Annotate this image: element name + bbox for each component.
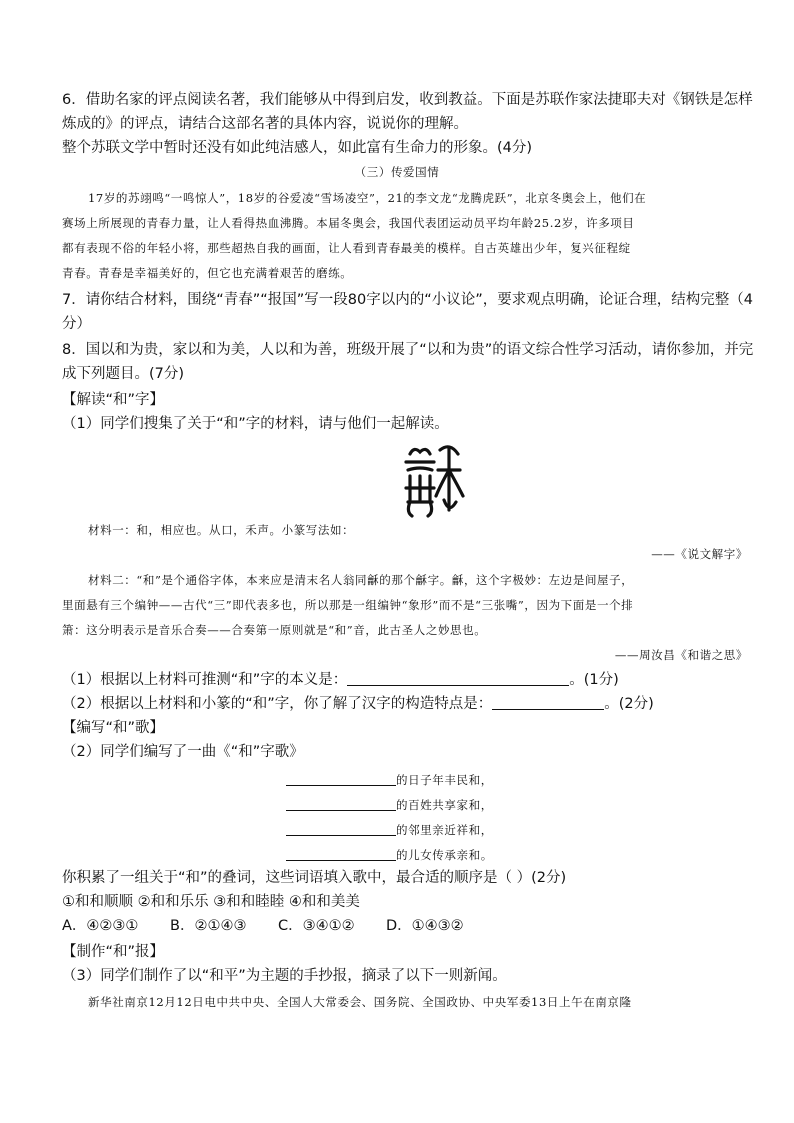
song-line bbox=[286, 795, 493, 815]
q6-line2: 炼成的》的评点，请结合这部名著的具体内容，说说你的理解。 bbox=[62, 116, 468, 132]
song-blank[interactable] bbox=[286, 796, 396, 811]
sub-question-2 bbox=[62, 694, 654, 714]
song-blank[interactable] bbox=[286, 771, 396, 786]
options-row bbox=[62, 916, 494, 936]
song-text: 的邻里亲近祥和， bbox=[396, 823, 493, 837]
option-a[interactable]: A．④②③① bbox=[62, 918, 139, 934]
song-blank[interactable] bbox=[286, 821, 396, 836]
part1-intro: （1）同学们搜集了关于“和”字的材料，请与他们一起解读。 bbox=[62, 416, 449, 432]
sub-question-1-text: （1）根据以上材料可推测“和”字的本义是： bbox=[62, 672, 348, 688]
song-text: 的儿女传承亲和。 bbox=[396, 848, 493, 862]
part2-heading: 【编写“和”歌】 bbox=[62, 720, 165, 736]
q8-line1: 8．国以和为贵，家以和为美，人以和为善，班级开展了“以和为贵”的语文综合性学习活动，请你参加，并完 bbox=[62, 342, 754, 358]
part3-heading: 【制作“和”报】 bbox=[62, 944, 165, 960]
part1-heading: 【解读“和”字】 bbox=[62, 392, 165, 408]
word-items: ①和和顺顺 ②和和乐乐 ③和和睦睦 ④和和美美 bbox=[62, 894, 360, 910]
sub-question-2-text: （2）根据以上材料和小篆的“和”字，你了解了汉字的构造特点是： bbox=[62, 696, 493, 712]
song-line bbox=[286, 845, 493, 865]
seal-script-he-character-image bbox=[400, 440, 470, 530]
song-line bbox=[286, 770, 493, 790]
option-d[interactable]: D．①④③② bbox=[386, 918, 464, 934]
material-2-source: ——周汝昌《和谐之思》 bbox=[614, 648, 748, 662]
section3-para-line: 17岁的苏翊鸣“一鸣惊人”，18岁的谷爱凌“雪场凌空”，21的李文龙“龙腾虎跃”，北京冬奥会上，他们在 bbox=[88, 191, 647, 205]
sub-question-1 bbox=[62, 670, 619, 690]
material-2-line: 箫：这分明表示是音乐合奏——合奏第一原则就是“和”音，此古圣人之妙思也。 bbox=[62, 623, 487, 637]
material-2-line: 材料二：“和”是个通俗字体，本来应是清末名人翁同龢的那个龢字。龢，这个字极妙：左边是间屋子， bbox=[88, 573, 634, 587]
song-blank[interactable] bbox=[286, 846, 396, 861]
part2-intro: （2）同学们编写了一曲《“和”字歌》 bbox=[62, 744, 304, 760]
section3-para-line: 都有表现不俗的年轻小将，那些超热自我的画面，让人看到青春最美的模样。自古英雄出少年，复兴征程绽 bbox=[62, 241, 631, 255]
section3-title: （三）传爱国情 bbox=[354, 165, 440, 179]
q7-line2: 分） bbox=[62, 316, 91, 332]
section3-para-line: 赛场上所展现的青春力量，让人看得热血沸腾。本届冬奥会，我国代表团运动员平均年龄25.2岁，许多项目 bbox=[62, 216, 635, 230]
material-2-line: 里面悬有三个编钟——古代“三”即代表多也，所以那是一组编钟“象形”而不是“三张嘴”，因为下面是一个排 bbox=[62, 598, 634, 612]
material-1: 材料一：和，相应也。从口，禾声。小篆写法如： bbox=[88, 523, 355, 537]
q6-quote: 整个苏联文学中暂时还没有如此纯洁感人，如此富有生命力的形象。(4分) bbox=[62, 140, 533, 156]
answer-blank[interactable] bbox=[347, 671, 569, 686]
sub-question-2-score: 。(2分) bbox=[604, 696, 654, 712]
q8-line2: 成下列题目。(7分) bbox=[62, 366, 185, 382]
answer-blank[interactable] bbox=[492, 695, 604, 710]
sub-question-1-score: 。(1分) bbox=[569, 672, 619, 688]
option-b[interactable]: B．②①④③ bbox=[170, 918, 247, 934]
news-line: 新华社南京12月12日电中共中央、全国人大常委会、国务院、全国政协、中央军委13日上午在南京隆 bbox=[88, 995, 632, 1009]
option-c[interactable]: C．③④①② bbox=[278, 918, 355, 934]
part2-question: 你积累了一组关于“和”的叠词，这些词语填入歌中，最合适的顺序是（ ）(2分) bbox=[62, 870, 567, 886]
material-1-source: ——《说文解字》 bbox=[651, 547, 748, 561]
section3-para-line: 青春。青春是幸福美好的，但它也充满着艰苦的磨练。 bbox=[62, 266, 353, 280]
song-text: 的百姓共享家和， bbox=[396, 798, 493, 812]
song-text: 的日子年丰民和， bbox=[396, 773, 493, 787]
song-line bbox=[286, 820, 493, 840]
q6-line1: 6．借助名家的评点阅读名著，我们能够从中得到启发，收到教益。下面是苏联作家法捷耶夫对《钢铁是怎样 bbox=[62, 92, 753, 108]
q7-line1: 7．请你结合材料，围绕“青春”“报国”写一段80字以内的“小议论”，要求观点明确，论证合理，结构完整（4 bbox=[62, 292, 753, 308]
part3-intro: （3）同学们制作了以“和平”为主题的手抄报，摘录了以下一则新闻。 bbox=[62, 968, 507, 984]
